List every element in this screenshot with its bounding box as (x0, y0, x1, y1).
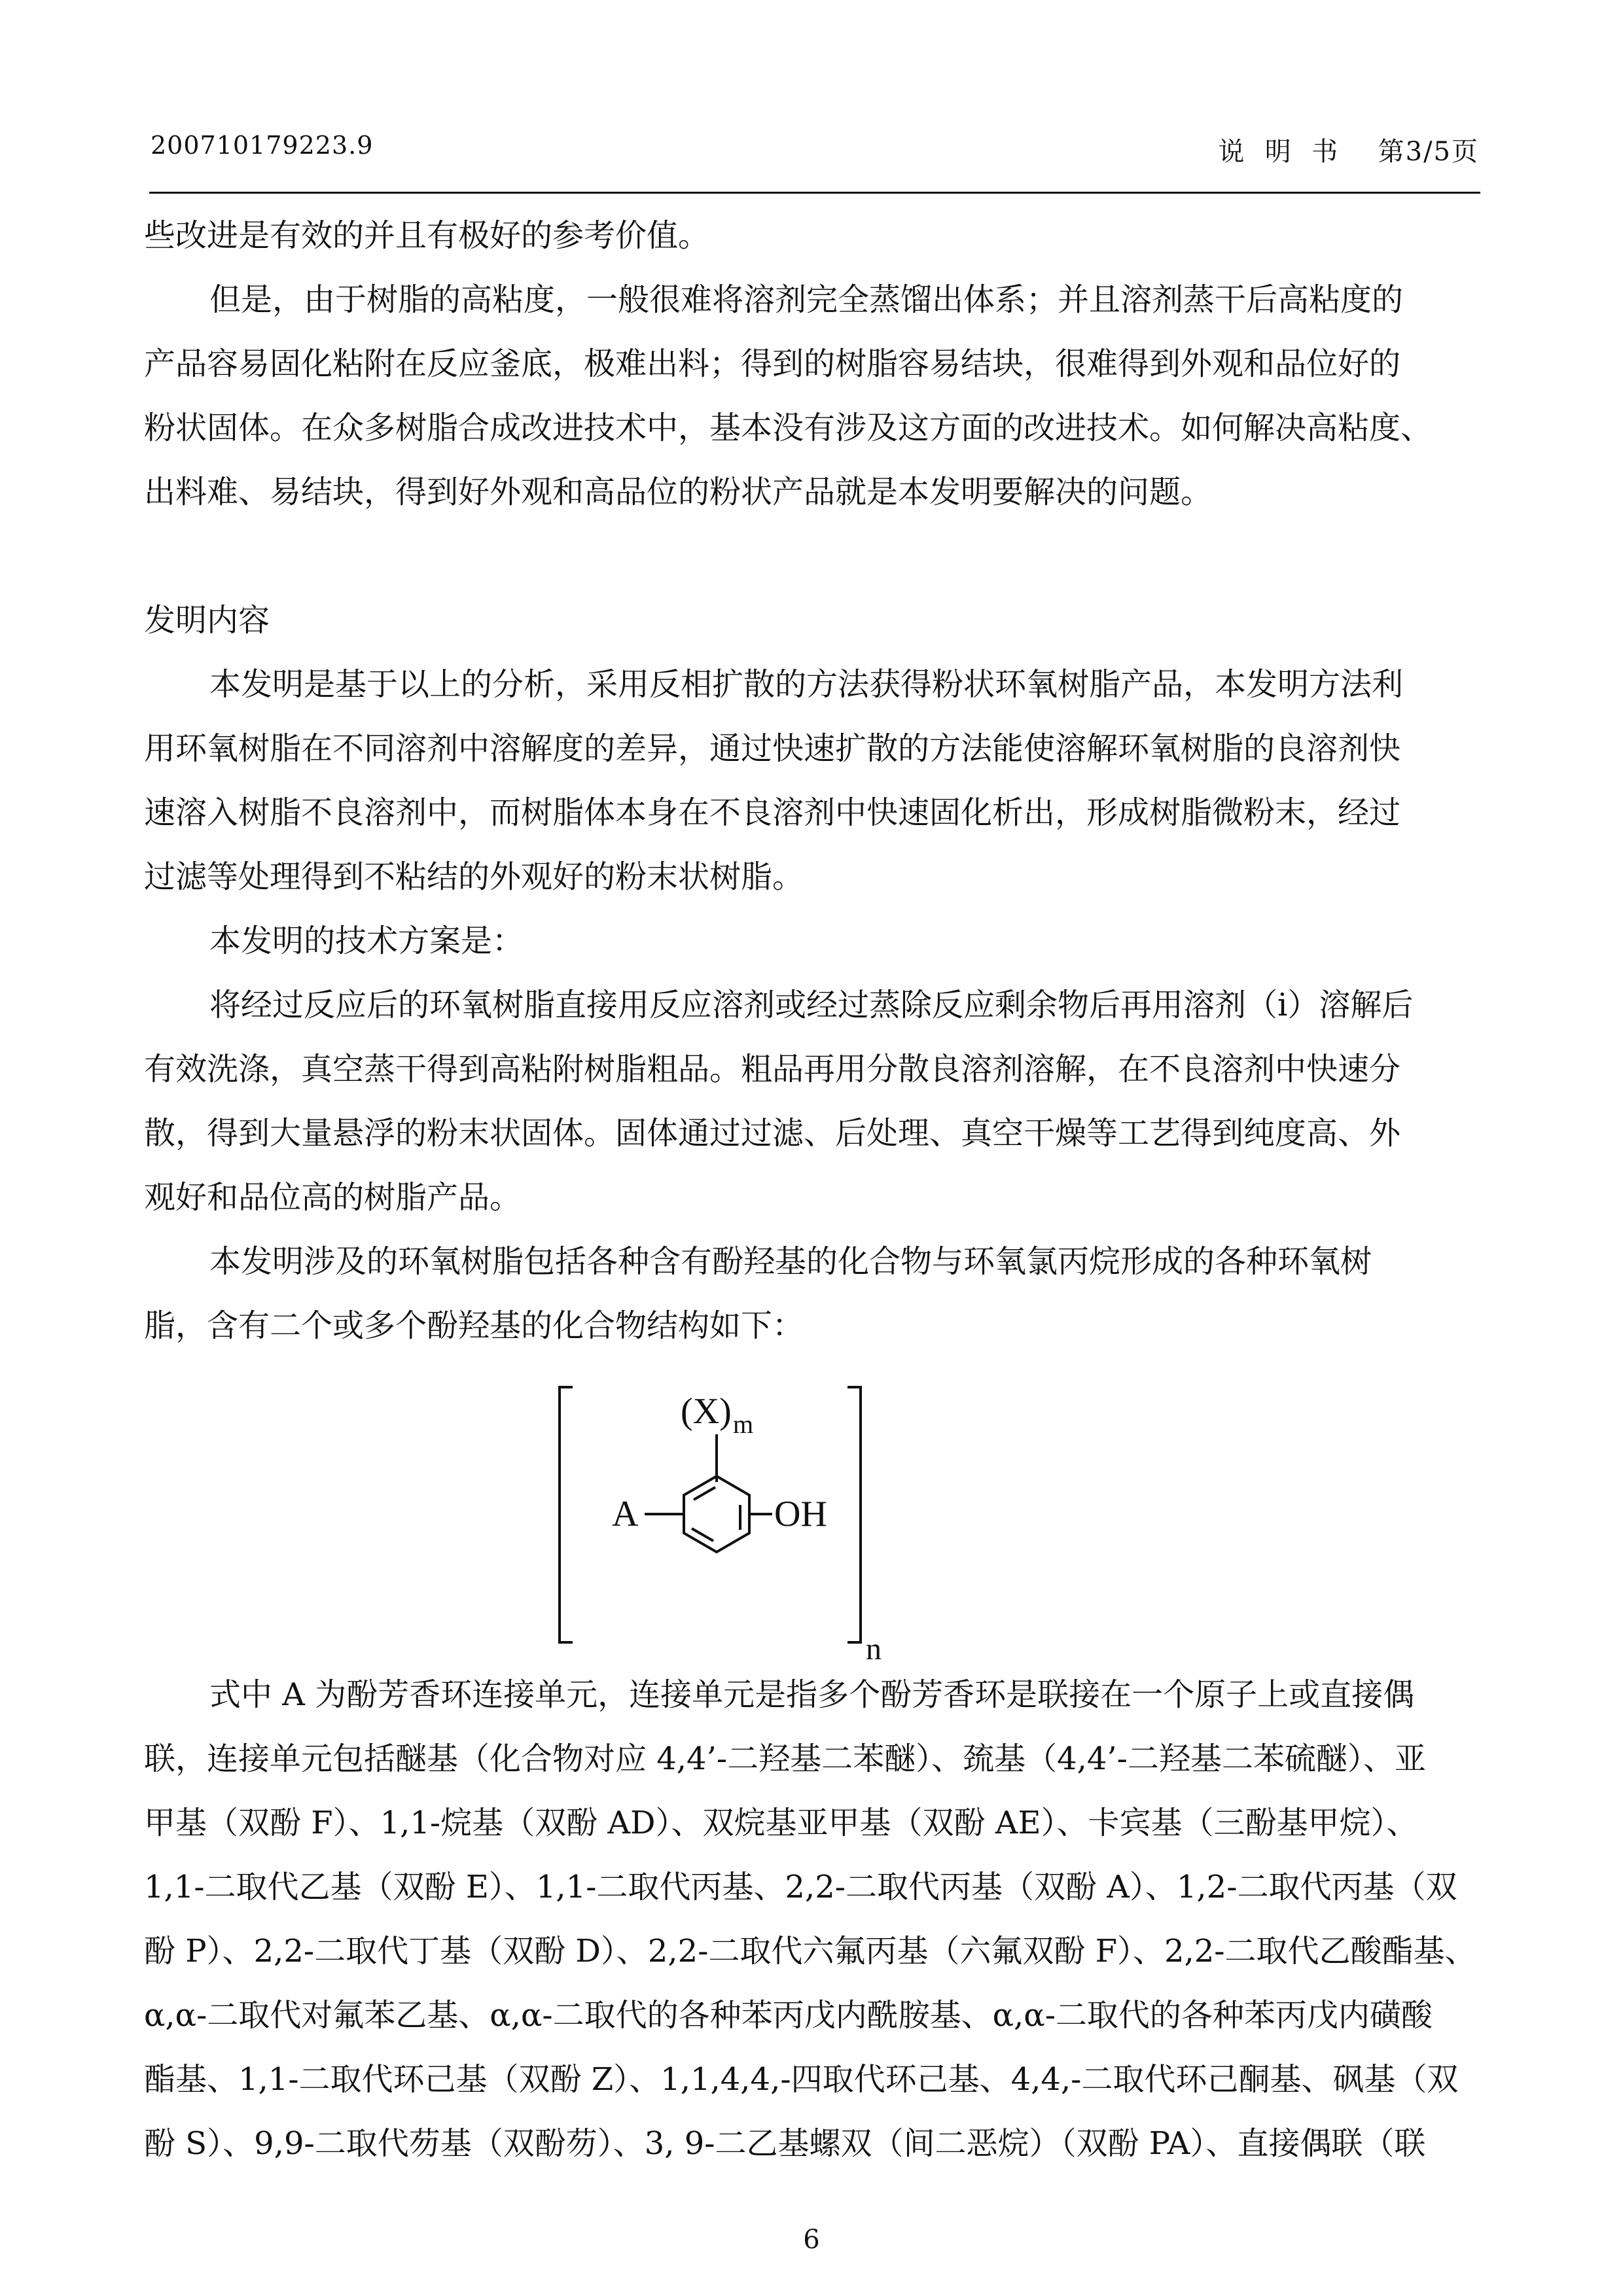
text-line: 散，得到大量悬浮的粉末状固体。固体通过过滤、后处理、真空干燥等工艺得到纯度高、外 (144, 1115, 1401, 1152)
text-line: 但是，由于树脂的高粘度，一般很难将溶剂完全蒸馏出体系；并且溶剂蒸干后高粘度的 (209, 281, 1404, 318)
section-title: 说 明 书 (1218, 137, 1340, 167)
text-line: 过滤等处理得到不粘结的外观好的粉末状树脂。 (144, 858, 804, 895)
substituent-subscript: m (733, 1409, 754, 1439)
text-line: 将经过反应后的环氧树脂直接用反应溶剂或经过蒸除反应剩余物后再用溶剂（i）溶解后 (209, 987, 1414, 1023)
text-line: 式中 A 为酚芳香环连接单元，连接单元是指多个酚芳香环是联接在一个原子上或直接偶 (209, 1676, 1415, 1713)
text-line: 产品容易固化粘附在反应釜底，极难出料；得到的树脂容易结块，很难得到外观和品位好的 (144, 345, 1401, 382)
text-line: 速溶入树脂不良溶剂中，而树脂体本身在不良溶剂中快速固化析出，形成树脂微粉末，经过 (144, 794, 1401, 831)
hydroxyl-label: OH (774, 1494, 827, 1534)
text-line: 联，连接单元包括醚基（化合物对应 4,4’-二羟基二苯醚）、巯基（4,4’-二羟基二苯硫醚）、亚 (144, 1740, 1426, 1777)
page-info: 第3/5页 (1378, 137, 1479, 167)
text-line: 观好和品位高的树脂产品。 (144, 1179, 522, 1216)
text-line: 用环氧树脂在不同溶剂中溶解度的差异，通过快速扩散的方法能使溶解环氧树脂的良溶剂快 (144, 730, 1401, 767)
header-section-info (1218, 131, 1479, 168)
substituent-label: (X) (681, 1391, 732, 1432)
text-line: α,α-二取代对氟苯乙基、α,α-二取代的各种苯丙戊内酰胺基、α,α-二取代的各种苯丙戊内磺酸 (144, 1997, 1433, 2034)
text-line: 酚 P）、2,2-二取代丁基（双酚 D）、2,2-二取代六氟丙基（六氟双酚 F）、2,2-二取代乙酸酯基、 (144, 1933, 1476, 1969)
page-number: 6 (803, 2225, 820, 2255)
document-number: 200710179223.9 (151, 131, 374, 160)
text-line: 本发明是基于以上的分析，采用反相扩散的方法获得粉状环氧树脂产品，本发明方法利 (209, 666, 1404, 703)
left-bracket (560, 1387, 573, 1642)
chemical-structure-formula (546, 1374, 887, 1662)
text-line: 本发明的技术方案是： (209, 923, 524, 959)
text-line: 脂，含有二个或多个酚羟基的化合物结构如下： (144, 1307, 804, 1344)
text-line: 1,1-二取代乙基（双酚 E）、1,1-二取代丙基、2,2-二取代丙基（双酚 A）、1,2-二取代丙基（双 (144, 1869, 1457, 1905)
section-heading: 发明内容 (144, 602, 270, 639)
text-line: 酯基、1,1-二取代环己基（双酚 Z）、1,1,4,4,-四取代环己基、4,4,-二取代环己酮基、砜基（双 (144, 2061, 1459, 2098)
repeat-subscript: n (866, 1632, 882, 1662)
text-line: 酚 S）、9,9-二取代芴基（双酚芴）、3, 9-二乙基螺双（间二恶烷）（双酚 PA）、直接偶联（联 (144, 2125, 1426, 2162)
page-header (151, 131, 1479, 170)
text-line: 粉状固体。在众多树脂合成改进技术中，基本没有涉及这方面的改进技术。如何解决高粘度、 (144, 410, 1433, 446)
header-divider (149, 192, 1480, 194)
text-line: 本发明涉及的环氧树脂包括各种含有酚羟基的化合物与环氧氯丙烷形成的各种环氧树 (209, 1243, 1372, 1280)
text-line: 有效洗涤，真空蒸干得到高粘附树脂粗品。粗品再用分散良溶剂溶解，在不良溶剂中快速分 (144, 1051, 1401, 1087)
text-line: 些改进是有效的并且有极好的参考价值。 (144, 217, 710, 254)
right-bracket (847, 1387, 861, 1642)
text-line: 出料难、易结块，得到好外观和高品位的粉状产品就是本发明要解决的问题。 (144, 474, 1213, 510)
text-line: 甲基（双酚 F）、1,1-烷基（双酚 AD）、双烷基亚甲基（双酚 AE）、卡宾基（三酚基甲烷）、 (144, 1805, 1418, 1841)
group-label-a: A (612, 1494, 639, 1534)
double-bond (694, 1487, 715, 1500)
